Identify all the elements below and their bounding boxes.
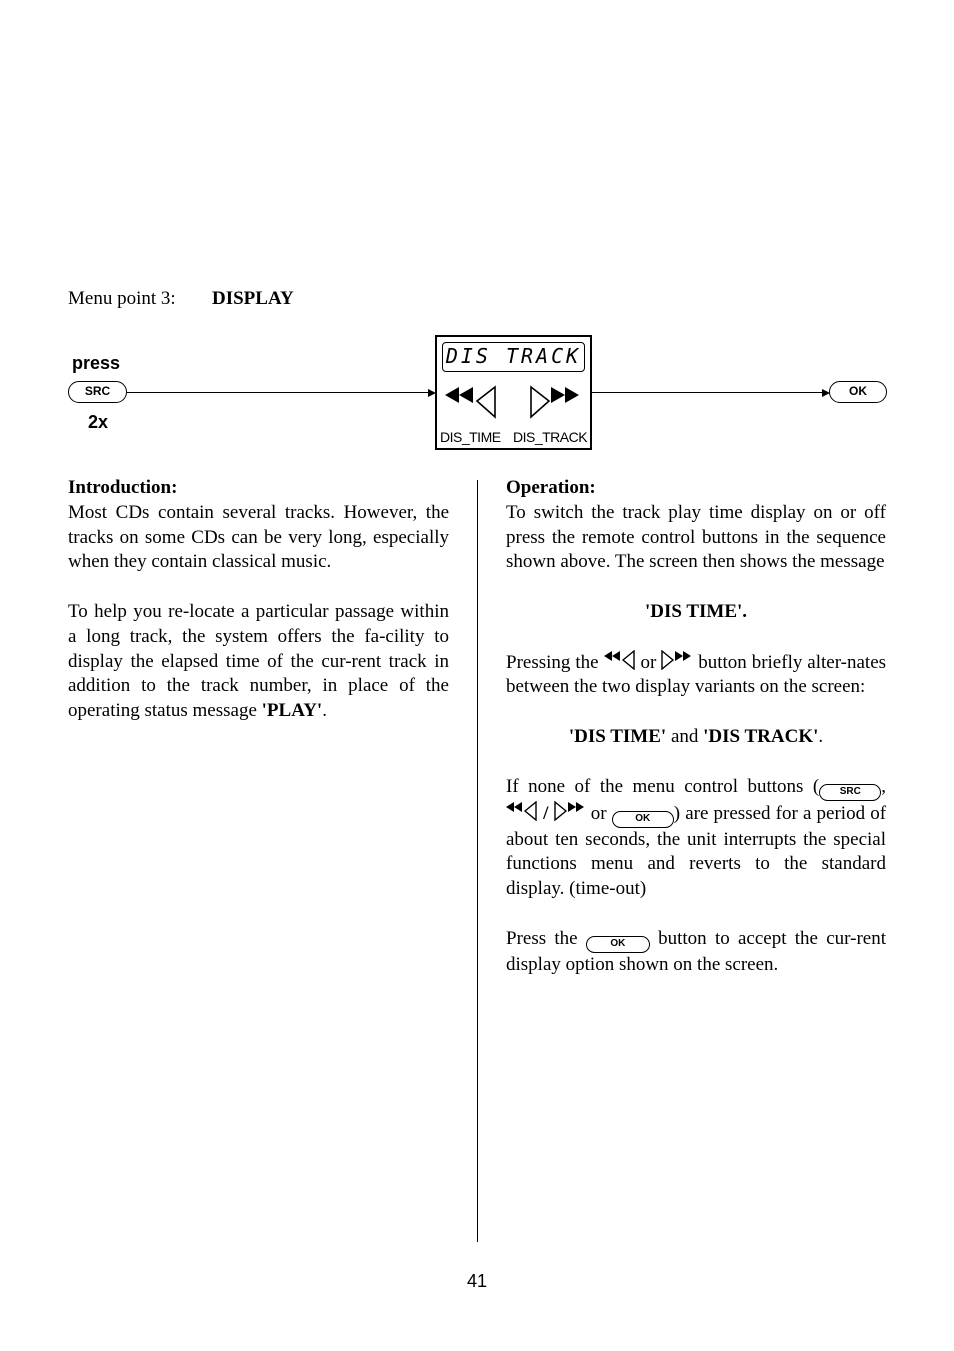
paragraph-text: Pressing the (506, 651, 599, 673)
introduction-paragraph (68, 600, 449, 724)
paragraph-text: , (881, 775, 886, 797)
menu-point-label: Menu point 3: (68, 288, 176, 309)
paragraph-text: Press the (506, 927, 578, 949)
rewind-icon (445, 383, 497, 423)
introduction-paragraph: Most CDs contain several tracks. However, the tracks on some CDs can be very long, especially when they contain classical music. (68, 501, 449, 573)
column-divider (477, 480, 478, 1242)
connector-line (127, 392, 429, 393)
paragraph-text: or (640, 651, 657, 673)
paragraph-text: and (670, 725, 699, 747)
introduction-column (68, 476, 449, 724)
repeat-count-label: 2x (88, 412, 109, 432)
dis-track-label: DIS_TRACK (513, 429, 588, 445)
dis-time-label: DIS_TIME (440, 429, 501, 445)
forward-icon (554, 801, 586, 821)
variants-line (506, 725, 886, 750)
menu-heading (68, 287, 294, 312)
ok-button: OK (586, 936, 650, 953)
ok-button: OK (612, 811, 674, 828)
dis-time-variant: 'DIS TIME' (568, 725, 667, 747)
operation-paragraph (506, 650, 886, 701)
operation-heading: Operation: (506, 477, 596, 498)
operation-column (506, 476, 886, 978)
operation-paragraph (506, 927, 886, 978)
introduction-heading: Introduction: (68, 477, 178, 498)
paragraph-text: ) are pressed for a period of about ten seconds, the unit interrupts the special functions menu and reverts to the standard display. (time-out) (506, 802, 887, 900)
dis-time-message: 'DIS TIME'. (644, 600, 748, 622)
paragraph-text: or (590, 802, 607, 824)
press-label: press (72, 353, 121, 373)
operation-paragraph (506, 775, 886, 902)
play-message: 'PLAY' (261, 700, 323, 722)
src-button: SRC (819, 784, 881, 801)
dis-track-variant: 'DIS TRACK' (703, 725, 819, 747)
ok-button: OK (829, 381, 887, 403)
button-sequence-diagram (0, 330, 954, 460)
forward-icon (529, 383, 581, 423)
forward-icon (661, 650, 693, 670)
paragraph-text: button to accept the cur-rent display option shown on the screen. (506, 927, 886, 975)
paragraph-text: If none of the menu control buttons ( (506, 775, 820, 797)
paragraph-text: button briefly alter-nates between the two display variants on the screen: (506, 651, 887, 698)
paragraph-end: . (322, 700, 327, 722)
lcd-screen: DIS TRACK (442, 342, 585, 372)
rewind-icon (604, 650, 636, 670)
rewind-icon (506, 801, 538, 821)
operation-paragraph: To switch the track play time display on or off press the remote control buttons in the sequence shown above. The screen then shows the message (506, 501, 886, 573)
display-panel (435, 335, 592, 450)
src-button: SRC (68, 381, 127, 403)
connector-line (592, 392, 822, 393)
paragraph-text: To help you re-locate a particular passage within a long track, the system offers the fa-cility to display the elapsed time of the cur-rent track in addition to the track number, in place of the operating status message (68, 600, 449, 722)
paragraph-text: / (543, 802, 549, 824)
page-number: 41 (466, 1271, 488, 1291)
menu-title: DISPLAY (212, 288, 294, 309)
paragraph-text: . (818, 725, 824, 747)
